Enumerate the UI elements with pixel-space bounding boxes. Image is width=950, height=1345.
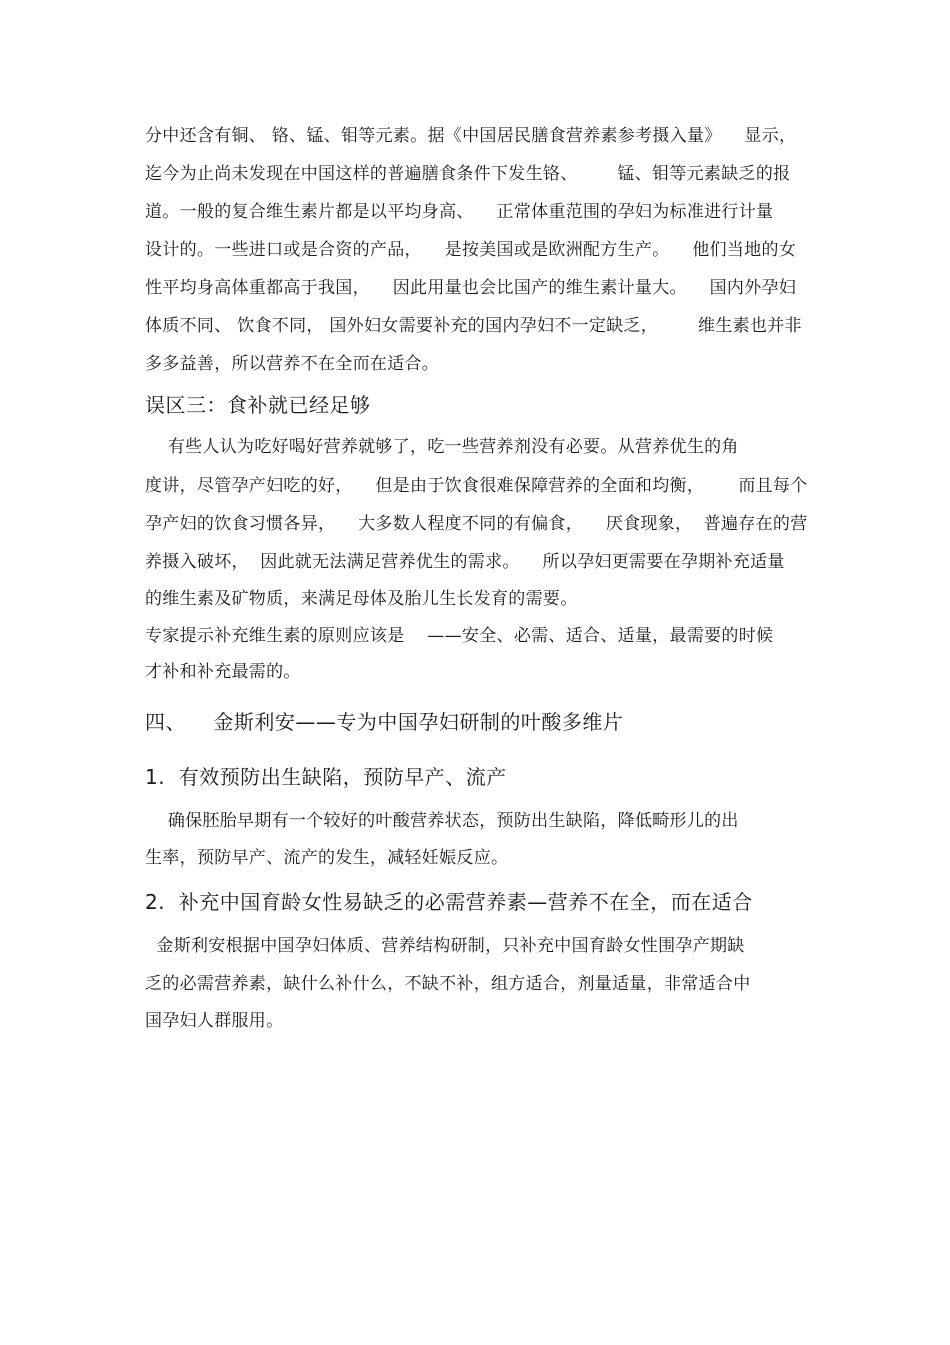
- text-line: 才补和补充最需的。: [145, 662, 301, 682]
- section-heading-myth-3: 误区三：食补就已经足够: [145, 393, 371, 417]
- text-line: 分中还含有铜、 铬、锰、钼等元素。据《中国居民膳食营养素参考摄入量》 显示，: [145, 126, 797, 146]
- text-line: 国孕妇人群服用。: [145, 1011, 284, 1031]
- text-line: 乏的必需营养素，缺什么补什么，不缺不补，组方适合，剂量适量，非常适合中: [145, 974, 751, 994]
- text-line: 设计的。一些进口或是合资的产品， 是按美国或是欧洲配方生产。 他们当地的女: [145, 240, 797, 260]
- text-line: 养摄入破坏， 因此就无法满足营养优生的需求。 所以孕妇更需要在孕期补充适量: [145, 552, 785, 572]
- text-line: 性平均身高体重都高于我国， 因此用量也会比国产的维生素计量大。 国内外孕妇: [145, 278, 797, 298]
- text-line: 确保胚胎早期有一个较好的叶酸营养状态，预防出生缺陷，降低畸形儿的出: [145, 811, 739, 831]
- text-line: 孕产妇的饮食习惯各异， 大多数人程度不同的有偏食， 厌食现象， 普遍存在的营: [145, 514, 808, 534]
- subheading-1: 1. 有效预防出生缺陷，预防早产、流产: [145, 765, 507, 789]
- text-line: 体质不同、 饮食不同， 国外妇女需要补充的国内孕妇不一定缺乏， 维生素也并非: [145, 316, 802, 336]
- section-heading-four: 四、 金斯利安——专为中国孕妇研制的叶酸多维片: [145, 710, 624, 734]
- text-line: 度讲，尽管孕产妇吃的好， 但是由于饮食很难保障营养的全面和均衡， 而且每个: [145, 476, 808, 496]
- subheading-2: 2. 补充中国育龄女性易缺乏的必需营养素—营养不在全，而在适合: [145, 890, 753, 914]
- text-line: 金斯利安根据中国孕妇体质、营养结构研制，只补充中国育龄女性围孕产期缺: [145, 936, 745, 956]
- text-line: 的维生素及矿物质，来满足母体及胎儿生长发育的需要。: [145, 589, 578, 609]
- text-line: 生率，预防早产、流产的发生，减轻妊娠反应。: [145, 848, 509, 868]
- text-line: 道。一般的复合维生素片都是以平均身高、 正常体重范围的孕妇为标准进行计量: [145, 202, 774, 222]
- text-line: 专家提示补充维生素的原则应该是 ——安全、必需、适合、适量，最需要的时候: [145, 626, 774, 646]
- text-line: 迄今为止尚未发现在中国这样的普遍膳食条件下发生铬、 锰、钼等元素缺乏的报: [145, 164, 791, 184]
- text-line: 有些人认为吃好喝好营养就够了，吃一些营养剂没有必要。从营养优生的角: [145, 437, 739, 457]
- text-line: 多多益善，所以营养不在全而在适合。: [145, 354, 440, 374]
